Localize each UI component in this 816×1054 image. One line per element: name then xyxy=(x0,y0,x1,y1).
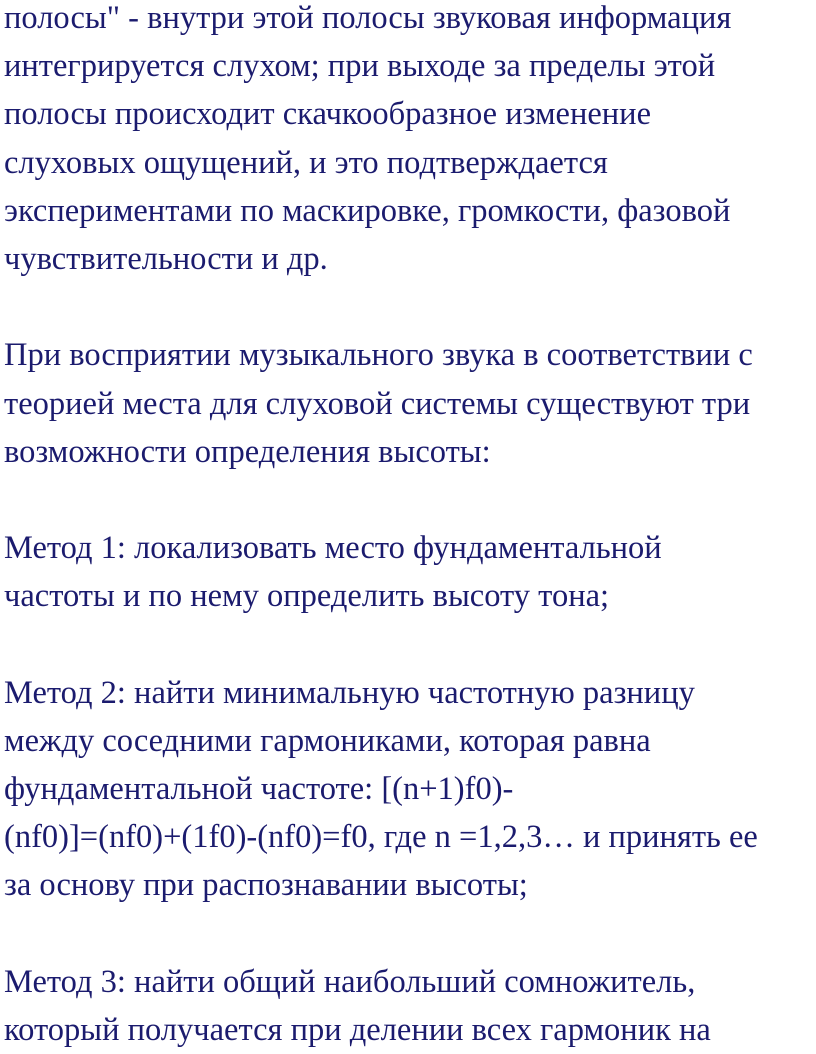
text-line: полосы происходит скачкообразное изменение xyxy=(4,96,652,133)
text-line: Метод 3: найти общий наибольший сомножитель, xyxy=(4,963,696,1000)
paragraph-method-2 xyxy=(4,669,812,910)
document-page xyxy=(4,0,812,1054)
text-line: теорией места для слуховой системы существуют три xyxy=(4,385,751,422)
paragraph-place-theory xyxy=(4,331,812,476)
text-line: чувствительности и др. xyxy=(4,240,328,277)
text-line: за основу при распознавании высоты; xyxy=(4,867,528,904)
text-line: возможности определения высоты: xyxy=(4,433,491,470)
text-line: При восприятии музыкального звука в соответствии с xyxy=(4,337,753,374)
paragraph-spacer xyxy=(4,620,812,668)
text-line: полосы" - внутри этой полосы звуковая информация xyxy=(4,0,732,36)
text-line: интегрируется слухом; при выходе за пределы этой xyxy=(4,48,716,85)
text-line: фундаментальной частоте: [(n+1)f0)- xyxy=(4,771,514,807)
text-line: частоты и по нему определить высоту тона; xyxy=(4,578,610,615)
paragraph-spacer xyxy=(4,283,812,331)
text-line: (nf0)]=(nf0)+(1f0)-(nf0)=f0, где n =1,2,3… и принять ее xyxy=(4,819,758,856)
text-line: который получается при делении всех гармоник на xyxy=(4,1011,711,1048)
text-line: экспериментами по маскировке, громкости, фазовой xyxy=(4,192,731,229)
paragraph-method-3 xyxy=(4,958,812,1054)
text-line: Метод 1: локализовать место фундаментальной xyxy=(4,530,662,567)
text-line: слуховых ощущений, и это подтверждается xyxy=(4,144,608,181)
paragraph-method-1 xyxy=(4,524,812,620)
text-line: между соседними гармониками, которая равна xyxy=(4,722,651,759)
paragraph-spacer xyxy=(4,476,812,524)
paragraph-spacer xyxy=(4,910,812,958)
text-line: Метод 2: найти минимальную частотную разницу xyxy=(4,674,695,711)
paragraph-critical-band xyxy=(4,0,812,283)
